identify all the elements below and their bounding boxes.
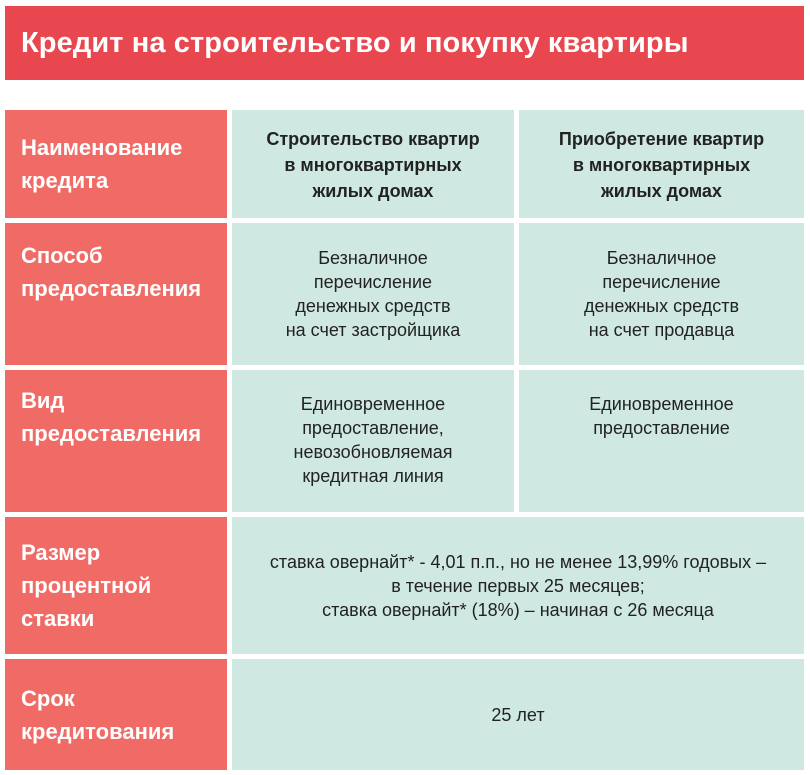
row-label-provision-method: Способ предоставления (5, 223, 227, 365)
cell-provision-method-construction: Безналичное перечисление денежных средств на счет застройщика (232, 223, 514, 365)
header-purchase: Приобретение квартир в многоквартирных жилых домах (519, 110, 804, 218)
row-label-credit-name: Наименование кредита (5, 110, 227, 218)
cell-credit-term: 25 лет (232, 659, 804, 770)
row-label-provision-type: Вид предоставления (5, 370, 227, 512)
row-label-interest-rate: Размер процентной ставки (5, 517, 227, 654)
cell-provision-type-construction: Единовременное предоставление, невозобновляемая кредитная линия (232, 370, 514, 512)
row-label-credit-term: Срок кредитования (5, 659, 227, 770)
header-construction: Строительство квартир в многоквартирных жилых домах (232, 110, 514, 218)
cell-provision-method-purchase: Безналичное перечисление денежных средств на счет продавца (519, 223, 804, 365)
page-title: Кредит на строительство и покупку квартиры (5, 6, 804, 80)
cell-interest-rate: ставка овернайт* - 4,01 п.п., но не менее 13,99% годовых – в течение первых 25 месяцев; ставка овернайт* (18%) – начиная с 26 месяца (232, 517, 804, 654)
cell-provision-type-purchase: Единовременное предоставление (519, 370, 804, 512)
